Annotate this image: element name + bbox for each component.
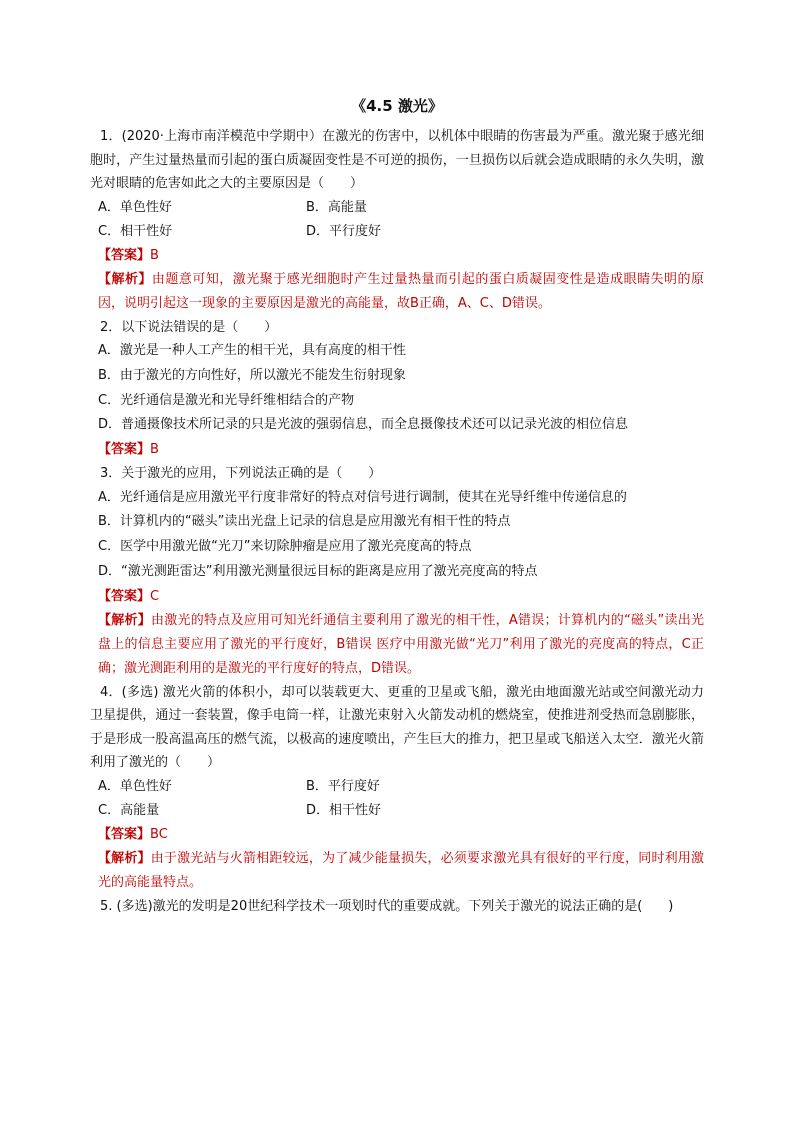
question-2-option-d: D．普通摄像技术所记录的只是光波的强弱信息，而全息摄像技术还可以记录光波的相位信息 bbox=[98, 417, 629, 433]
question-3 bbox=[90, 462, 704, 681]
question-3-options bbox=[90, 486, 704, 585]
question-2 bbox=[90, 316, 704, 463]
question-4-option-c: C．高能量 bbox=[98, 802, 160, 818]
question-1-answer bbox=[90, 244, 704, 268]
question-2-stem: 2．以下说法错误的是（ ） bbox=[100, 319, 278, 335]
answer-value: B bbox=[150, 442, 159, 458]
question-3-option-b: B．计算机内的“磁头”读出光盘上记录的信息是应用激光有相干性的特点 bbox=[98, 514, 511, 530]
question-1-stem: 1．(2020·上海市南洋模范中学期中）在激光的伤害中，以机体中眼睛的伤害最为严重。激光聚于感光细胞时，产生过量热量而引起的蛋白质凝固变性是不可逆的损伤，一旦损伤以后就会造成眼睛的永久失明，激光对眼睛的危害如此之大的主要原因是（ ） bbox=[90, 129, 704, 191]
explanation-text: 由激光的特点及应用可知光纤通信主要利用了激光的相干性，A错误；计算机内的“磁头”读出光盘上的信息主要应用了激光的平行度好，B错误 医疗中用激光做“光刀”利用了激光的亮度高的特点，C正确；激光测距利用的是激光的平行度好的特点，D错误。 bbox=[98, 612, 704, 676]
question-4-option-b: B．平行度好 bbox=[306, 778, 380, 794]
answer-tag: 【答案】 bbox=[98, 826, 151, 842]
question-4 bbox=[90, 681, 704, 895]
answer-value: C bbox=[150, 588, 160, 604]
question-3-option-a: A．光纤通信是应用激光平行度非常好的特点对信号进行调制，使其在光导纤维中传递信息的 bbox=[98, 489, 627, 505]
explanation-tag: 【解析】 bbox=[98, 612, 152, 628]
question-3-stem: 3．关于激光的应用，下列说法正确的是（ ） bbox=[100, 466, 382, 482]
question-4-explanation bbox=[90, 847, 704, 895]
question-2-answer bbox=[90, 438, 704, 462]
question-1 bbox=[90, 125, 704, 316]
question-4-stem: 4．(多选) 激光火箭的体积小，却可以装载更大、更重的卫星或飞船，激光由地面激光站或空间激光动力卫星提供，通过一套装置，像手电筒一样，让激光束射入火箭发动机的燃烧室，使推进剂受热而急剧膨胀，于是形成一股高温高压的燃气流，以极高的速度喷出，产生巨大的推力，把卫星或飞船送入太空．激光火箭利用了激光的（ ） bbox=[90, 684, 704, 771]
explanation-text: 由题意可知，激光聚于感光细胞时产生过量热量而引起的蛋白质凝固变性是造成眼睛失明的原因，说明引起这一现象的主要原因是激光的高能量，故B正确，A、C、D错误。 bbox=[98, 271, 704, 311]
question-5 bbox=[90, 895, 704, 919]
explanation-tag: 【解析】 bbox=[98, 850, 151, 866]
answer-tag: 【答案】 bbox=[98, 247, 151, 263]
question-5-stem: 5. (多选)激光的发明是20世纪科学技术一项划时代的重要成就。下列关于激光的说法正确的是( ) bbox=[100, 898, 674, 914]
question-2-options bbox=[90, 339, 704, 438]
question-1-explanation bbox=[90, 268, 704, 316]
question-2-option-c: C．光纤通信是激光和光导纤维相结合的产物 bbox=[98, 392, 355, 408]
answer-value: B bbox=[150, 247, 159, 263]
question-4-answer bbox=[90, 823, 704, 847]
explanation-text: 由于激光站与火箭相距较远，为了减少能量损失，必须要求激光具有很好的平行度，同时利用激光的高能量特点。 bbox=[98, 850, 704, 890]
question-3-explanation bbox=[90, 609, 704, 681]
question-3-option-c: C．医学中用激光做“光刀”来切除肿瘤是应用了激光亮度高的特点 bbox=[98, 539, 472, 555]
question-1-option-a: A．单色性好 bbox=[98, 199, 172, 215]
question-2-option-a: A．激光是一种人工产生的相干光，具有高度的相干性 bbox=[98, 343, 406, 358]
question-1-option-d: D．平行度好 bbox=[306, 223, 382, 239]
question-1-options bbox=[90, 196, 704, 244]
answer-tag: 【答案】 bbox=[98, 588, 151, 604]
question-4-options bbox=[90, 775, 704, 823]
answer-value: BC bbox=[150, 826, 168, 842]
question-3-answer bbox=[90, 585, 704, 609]
question-4-option-a: A．单色性好 bbox=[98, 778, 172, 794]
question-3-option-d: D．“激光测距雷达”利用激光测量很远目标的距离是应用了激光亮度高的特点 bbox=[98, 564, 538, 580]
explanation-tag: 【解析】 bbox=[98, 271, 152, 287]
question-4-option-d: D．相干性好 bbox=[306, 802, 382, 818]
answer-tag: 【答案】 bbox=[98, 442, 151, 458]
document-title: 《4.5 激光》 bbox=[351, 97, 443, 115]
question-1-option-c: C．相干性好 bbox=[98, 223, 173, 239]
question-1-option-b: B．高能量 bbox=[306, 199, 367, 215]
question-2-option-b: B．由于激光的方向性好，所以激光不能发生衍射现象 bbox=[98, 367, 406, 383]
